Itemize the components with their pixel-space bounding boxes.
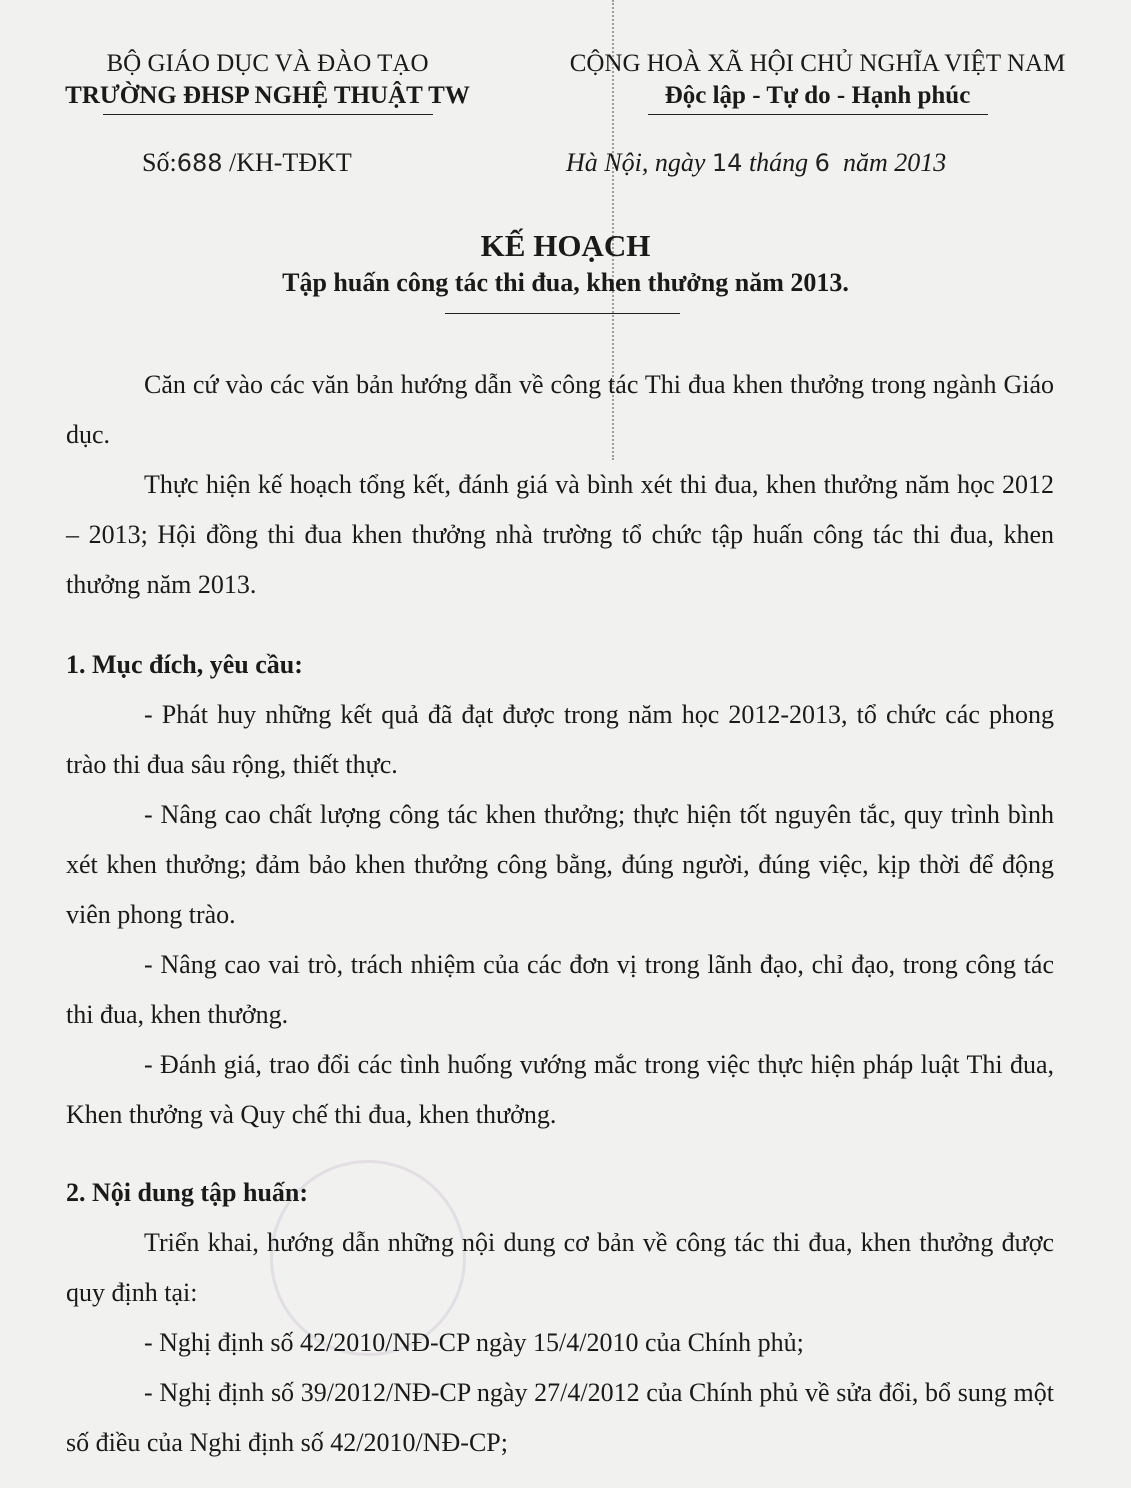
place-and-date: Hà Nội, ngày 14 tháng 6 năm 2013 (566, 148, 947, 177)
document-body (66, 360, 1054, 1468)
section-2-intro: Triển khai, hướng dẫn những nội dung cơ bản về công tác thi đua, khen thưởng được quy định tại: (66, 1228, 1054, 1307)
document-title: KẾ HOẠCH (480, 228, 651, 263)
document-number: Số:688 /KH-TĐKT (142, 148, 352, 177)
section-2-item: - Nghị định số 42/2010/NĐ-CP ngày 15/4/2010 của Chính phủ; (144, 1328, 804, 1357)
section-1-item: - Đánh giá, trao đổi các tình huống vướng mắc trong việc thực hiện pháp luật Thi đua, Khen thưởng và Quy chế thi đua, khen thưởng. (66, 1050, 1054, 1129)
handwritten-day: 14 (711, 149, 743, 177)
section-2-item: - Nghị định số 39/2012/NĐ-CP ngày 27/4/2012 của Chính phủ về sửa đổi, bổ sung một số điều của Nghi định số 42/2010/NĐ-CP; (66, 1378, 1054, 1457)
ministry-name: BỘ GIÁO DỤC VÀ ĐÀO TẠO (106, 50, 429, 77)
section-1-heading: 1. Mục đích, yêu cầu: (66, 650, 303, 679)
national-motto: Độc lập - Tự do - Hạnh phúc (664, 82, 971, 109)
section-2-heading: 2. Nội dung tập huấn: (66, 1178, 309, 1207)
header-right (520, 48, 1115, 115)
intro-paragraph-2: Thực hiện kế hoạch tổng kết, đánh giá và bình xét thi đua, khen thưởng năm học 2012 – 2013; Hội đồng thi đua khen thưởng nhà trường tổ chức tập huấn công tác thi đua, khen thưởng năm 2013. (66, 470, 1054, 599)
header-left (40, 48, 495, 115)
document-subtitle: Tập huấn công tác thi đua, khen thưởng năm 2013. (282, 268, 849, 297)
handwritten-month: 6 (814, 149, 830, 177)
header-left-rule (103, 114, 433, 115)
country-name: CỘNG HOÀ XÃ HỘI CHỦ NGHĨA VIỆT NAM (569, 50, 1066, 77)
school-name: TRƯỜNG ĐHSP NGHỆ THUẬT TW (65, 82, 470, 109)
section-1-item: - Nâng cao vai trò, trách nhiệm của các đơn vị trong lãnh đạo, chỉ đạo, trong công tác thi đua, khen thưởng. (66, 950, 1054, 1029)
subtitle-rule (445, 313, 680, 314)
section-1-item: - Nâng cao chất lượng công tác khen thưởng; thực hiện tốt nguyên tắc, quy trình bình xét khen thưởng; đảm bảo khen thưởng công bằng, đúng người, đúng việc, kịp thời để động viên phong trào. (66, 800, 1054, 929)
header-right-rule (648, 114, 988, 115)
intro-paragraph-1: Căn cứ vào các văn bản hướng dẫn về công tác Thi đua khen thưởng trong ngành Giáo dục. (66, 370, 1054, 449)
section-1-item: - Phát huy những kết quả đã đạt được trong năm học 2012-2013, tổ chức các phong trào thi đua sâu rộng, thiết thực. (66, 700, 1054, 779)
handwritten-number: 688 (176, 149, 223, 177)
